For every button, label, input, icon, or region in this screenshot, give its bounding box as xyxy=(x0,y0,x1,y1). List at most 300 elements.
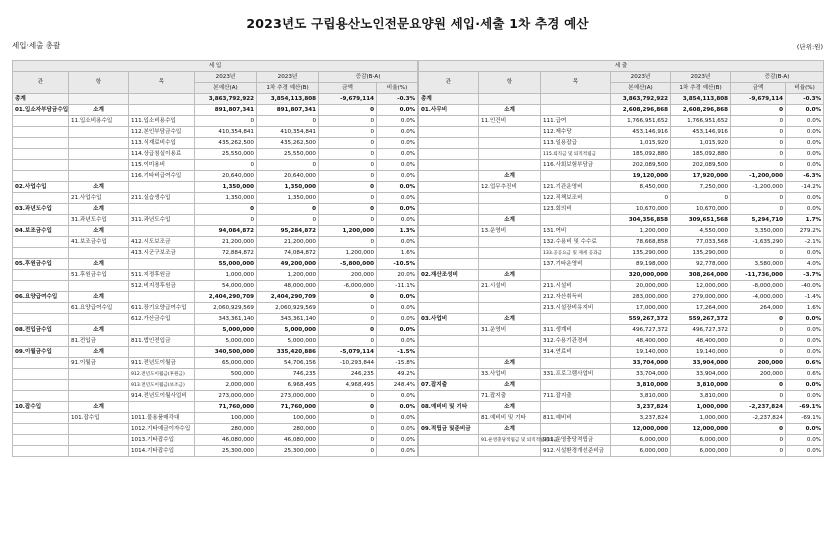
cell-diff-amount: 0 xyxy=(319,292,377,303)
cell-gwan xyxy=(419,369,479,380)
cell-hang: 71.잡지출 xyxy=(479,391,541,402)
cell-diff-rate: 0.0% xyxy=(377,215,418,226)
cell-hang: 81.전입금 xyxy=(69,336,129,347)
cell-budget-b: 20,640,000 xyxy=(257,171,319,182)
cell-mok: 113.식재료비수입 xyxy=(129,138,195,149)
cell-budget-a: 3,863,792,922 xyxy=(611,94,671,105)
revenue-table-wrap xyxy=(12,60,417,545)
cell-budget-b: 48,400,000 xyxy=(671,336,731,347)
cell-budget-b: 25,550,000 xyxy=(257,149,319,160)
cell-budget-b: 12,000,000 xyxy=(671,281,731,292)
cell-hang: 소계 xyxy=(479,105,541,116)
subtotal-row xyxy=(13,402,418,413)
cell-diff-amount: 0 xyxy=(731,380,786,391)
cell-budget-a: 2,000,000 xyxy=(195,380,257,391)
cell-diff-rate: -69.1% xyxy=(786,402,824,413)
cell-budget-a: 19,120,000 xyxy=(611,171,671,182)
cell-mok: 113.일용잡급 xyxy=(541,138,611,149)
cell-diff-rate: 0.0% xyxy=(786,435,824,446)
cell-diff-amount: -8,000,000 xyxy=(731,281,786,292)
cell-diff-amount: 0 xyxy=(319,303,377,314)
cell-mok: 914.전년도이월사업비 xyxy=(129,391,195,402)
cell-diff-rate: 0.0% xyxy=(377,237,418,248)
cell-gwan xyxy=(419,138,479,149)
cell-gwan xyxy=(13,116,69,127)
cell-diff-amount: -5,800,000 xyxy=(319,259,377,270)
cell-budget-a: 340,500,000 xyxy=(195,347,257,358)
cell-diff-amount: 0 xyxy=(319,138,377,149)
cell-budget-b: 3,854,113,808 xyxy=(257,94,319,105)
cell-mok xyxy=(541,402,611,413)
cell-budget-b: 10,670,000 xyxy=(671,204,731,215)
cell-gwan xyxy=(13,127,69,138)
cell-diff-rate: 0.0% xyxy=(377,149,418,160)
cell-gwan xyxy=(13,248,69,259)
cell-diff-rate: 0.0% xyxy=(377,446,418,457)
table-row xyxy=(13,215,418,226)
cell-diff-rate: 0.0% xyxy=(377,171,418,182)
table-row xyxy=(419,182,824,193)
cell-gwan: 03.사업비 xyxy=(419,314,479,325)
table-row xyxy=(13,281,418,292)
subtotal-row xyxy=(419,424,824,435)
cell-budget-b: 308,264,000 xyxy=(671,270,731,281)
cell-budget-b: 746,235 xyxy=(257,369,319,380)
cell-budget-a: 410,354,841 xyxy=(195,127,257,138)
cell-diff-rate: 0.0% xyxy=(786,116,824,127)
cell-budget-a: 5,000,000 xyxy=(195,336,257,347)
section-subtitle: 세입·세출 총괄 xyxy=(12,41,61,50)
cell-diff-amount: 200,000 xyxy=(731,358,786,369)
col-hang: 항 xyxy=(69,72,129,94)
cell-hang: 12.업무추진비 xyxy=(479,182,541,193)
cell-hang xyxy=(479,259,541,270)
cell-diff-amount: 0 xyxy=(731,248,786,259)
subtotal-row xyxy=(13,347,418,358)
cell-gwan xyxy=(419,358,479,369)
cell-budget-a: 6,000,000 xyxy=(611,435,671,446)
cell-budget-a: 135,290,000 xyxy=(611,248,671,259)
cell-diff-rate: -10.5% xyxy=(377,259,418,270)
cell-diff-rate: 0.0% xyxy=(377,391,418,402)
cell-diff-amount: 3,580,000 xyxy=(731,259,786,270)
col-rate: 비율(%) xyxy=(377,83,418,94)
table-row xyxy=(419,281,824,292)
cell-budget-a: 0 xyxy=(195,116,257,127)
cell-diff-amount: 0 xyxy=(731,314,786,325)
cell-gwan: 02.재산조성비 xyxy=(419,270,479,281)
table-row xyxy=(13,358,418,369)
cell-gwan: 10.잡수입 xyxy=(13,402,69,413)
cell-budget-b: 5,000,000 xyxy=(257,325,319,336)
cell-diff-rate: 0.0% xyxy=(786,193,824,204)
cell-budget-b: 0 xyxy=(257,204,319,215)
cell-mok: 112.본인부담금수입 xyxy=(129,127,195,138)
table-row xyxy=(419,292,824,303)
cell-gwan xyxy=(13,215,69,226)
cell-budget-a: 20,000,000 xyxy=(611,281,671,292)
cell-budget-b: 54,706,156 xyxy=(257,358,319,369)
cell-gwan: 총계 xyxy=(419,94,479,105)
cell-hang xyxy=(69,424,129,435)
cell-gwan xyxy=(419,336,479,347)
cell-budget-b: 2,608,296,868 xyxy=(671,105,731,116)
table-row xyxy=(419,116,824,127)
cell-diff-rate: 0.0% xyxy=(377,303,418,314)
cell-diff-rate: 0.6% xyxy=(786,358,824,369)
table-row xyxy=(419,303,824,314)
cell-diff-amount: 0 xyxy=(319,402,377,413)
cell-diff-amount: 0 xyxy=(319,160,377,171)
cell-diff-rate: -3.7% xyxy=(786,270,824,281)
cell-gwan xyxy=(13,446,69,457)
cell-diff-amount: -6,000,000 xyxy=(319,281,377,292)
cell-budget-b: 2,404,290,709 xyxy=(257,292,319,303)
cell-mok: 314.연료비 xyxy=(541,347,611,358)
cell-hang xyxy=(69,281,129,292)
cell-budget-b: 3,854,113,808 xyxy=(671,94,731,105)
cell-budget-a: 8,450,000 xyxy=(611,182,671,193)
subtotal-row xyxy=(419,270,824,281)
cell-diff-rate: 0.0% xyxy=(786,347,824,358)
cell-budget-a: 496,727,372 xyxy=(611,325,671,336)
cell-diff-rate: 0.0% xyxy=(786,138,824,149)
revenue-table xyxy=(12,60,418,457)
cell-budget-a: 343,361,140 xyxy=(195,314,257,325)
subtotal-row xyxy=(419,402,824,413)
cell-budget-a: 2,608,296,868 xyxy=(611,105,671,116)
cell-diff-rate: 248.4% xyxy=(377,380,418,391)
cell-diff-rate: 0.0% xyxy=(377,424,418,435)
table-row xyxy=(419,369,824,380)
cell-budget-a: 94,084,872 xyxy=(195,226,257,237)
cell-diff-rate: 0.0% xyxy=(377,402,418,413)
cell-diff-rate: -14.2% xyxy=(786,182,824,193)
cell-hang xyxy=(479,127,541,138)
cell-diff-amount: 0 xyxy=(731,138,786,149)
cell-mok xyxy=(541,105,611,116)
cell-hang: 13.운영비 xyxy=(479,226,541,237)
subtotal-row xyxy=(13,182,418,193)
cell-budget-b: 1,350,000 xyxy=(257,182,319,193)
cell-budget-b: 496,727,372 xyxy=(671,325,731,336)
cell-mok xyxy=(129,402,195,413)
table-row xyxy=(419,259,824,270)
cell-budget-b: 185,092,880 xyxy=(671,149,731,160)
cell-hang: 31.과년도수입 xyxy=(69,215,129,226)
cell-mok: 1012.기타예금이자수입 xyxy=(129,424,195,435)
cell-budget-a: 0 xyxy=(195,215,257,226)
col-mok: 목 xyxy=(129,72,195,94)
cell-mok: 611.장기요양급여수입 xyxy=(129,303,195,314)
cell-budget-b: 3,810,000 xyxy=(671,391,731,402)
cell-mok: 311.과년도수입 xyxy=(129,215,195,226)
cell-hang: 11.입소비용수입 xyxy=(69,116,129,127)
cell-mok: 211.실습생수입 xyxy=(129,193,195,204)
cell-gwan: 총계 xyxy=(13,94,69,105)
cell-hang: 소계 xyxy=(69,105,129,116)
cell-diff-amount: -11,736,000 xyxy=(731,270,786,281)
cell-diff-rate: -1.5% xyxy=(377,347,418,358)
cell-gwan xyxy=(419,292,479,303)
cell-diff-rate: -15.8% xyxy=(377,358,418,369)
cell-diff-rate: 279.2% xyxy=(786,226,824,237)
cell-mok: 131.여비 xyxy=(541,226,611,237)
subtotal-row xyxy=(13,292,418,303)
col-gwan: 관 xyxy=(419,72,479,94)
cell-budget-b: 343,361,140 xyxy=(257,314,319,325)
cell-budget-b: 6,968,495 xyxy=(257,380,319,391)
cell-diff-amount: 0 xyxy=(319,314,377,325)
cell-diff-amount: -9,679,114 xyxy=(319,94,377,105)
table-row xyxy=(419,127,824,138)
cell-budget-b: 891,807,341 xyxy=(257,105,319,116)
cell-mok: 112.제수당 xyxy=(541,127,611,138)
table-row xyxy=(13,270,418,281)
cell-budget-b: 17,264,000 xyxy=(671,303,731,314)
cell-hang xyxy=(479,292,541,303)
cell-mok: 913.전년도이월금(보조금) xyxy=(129,380,195,391)
cell-diff-rate: 0.0% xyxy=(377,292,418,303)
cell-mok: 132.수용비 및 수수료 xyxy=(541,237,611,248)
cell-hang: 소계 xyxy=(479,215,541,226)
cell-gwan xyxy=(419,215,479,226)
cell-budget-a: 1,766,951,652 xyxy=(611,116,671,127)
cell-budget-a: 0 xyxy=(195,204,257,215)
cell-diff-rate: 0.0% xyxy=(786,248,824,259)
cell-diff-rate: 1.6% xyxy=(786,303,824,314)
cell-hang xyxy=(69,435,129,446)
cell-diff-rate: 0.0% xyxy=(786,446,824,457)
cell-gwan xyxy=(13,193,69,204)
cell-hang xyxy=(479,160,541,171)
cell-gwan xyxy=(13,281,69,292)
cell-diff-amount: 0 xyxy=(731,391,786,402)
col-a-year: 2023년 xyxy=(611,72,671,83)
cell-hang: 21.시설비 xyxy=(479,281,541,292)
cell-diff-amount: 0 xyxy=(319,336,377,347)
cell-mok: 133.공공요금 및 제세 공과금 xyxy=(541,248,611,259)
cell-budget-a: 89,198,000 xyxy=(611,259,671,270)
table-row xyxy=(13,171,418,182)
cell-gwan xyxy=(13,391,69,402)
table-row xyxy=(13,446,418,457)
cell-budget-b: 0 xyxy=(257,215,319,226)
cell-mok: 612.가산금수입 xyxy=(129,314,195,325)
cell-diff-amount: -5,079,114 xyxy=(319,347,377,358)
cell-diff-amount: 0 xyxy=(319,149,377,160)
cell-diff-amount: 0 xyxy=(319,127,377,138)
subtotal-row xyxy=(419,358,824,369)
cell-hang: 11.인건비 xyxy=(479,116,541,127)
cell-diff-amount: 0 xyxy=(731,336,786,347)
cell-budget-b: 3,810,000 xyxy=(671,380,731,391)
cell-diff-rate: 0.0% xyxy=(786,325,824,336)
cell-diff-rate: 0.0% xyxy=(377,105,418,116)
cell-diff-amount: 0 xyxy=(319,391,377,402)
cell-budget-a: 435,262,500 xyxy=(195,138,257,149)
cell-diff-amount: 0 xyxy=(319,171,377,182)
cell-diff-amount: 0 xyxy=(731,347,786,358)
expense-table-wrap xyxy=(418,60,823,545)
col-b-year: 2023년 xyxy=(671,72,731,83)
cell-diff-amount: -2,237,824 xyxy=(731,413,786,424)
cell-diff-rate: 0.0% xyxy=(786,336,824,347)
cell-budget-a: 10,670,000 xyxy=(611,204,671,215)
cell-mok: 911.전년도이월금 xyxy=(129,358,195,369)
cell-budget-a: 2,404,290,709 xyxy=(195,292,257,303)
cell-budget-a: 46,080,000 xyxy=(195,435,257,446)
cell-mok: 115.퇴직금 및 퇴직적립금 xyxy=(541,149,611,160)
cell-diff-amount: 0 xyxy=(319,182,377,193)
cell-diff-rate: 49.2% xyxy=(377,369,418,380)
cell-hang xyxy=(69,380,129,391)
cell-hang: 소계 xyxy=(69,347,129,358)
cell-gwan xyxy=(13,369,69,380)
cell-budget-b: 33,904,000 xyxy=(671,369,731,380)
cell-budget-a: 3,810,000 xyxy=(611,380,671,391)
cell-mok: 123.회의비 xyxy=(541,204,611,215)
cell-hang xyxy=(69,127,129,138)
cell-gwan: 04.보조금수입 xyxy=(13,226,69,237)
col-b: 1차 추경 예산(B) xyxy=(257,83,319,94)
col-rate: 비율(%) xyxy=(786,83,824,94)
cell-gwan xyxy=(13,303,69,314)
cell-gwan xyxy=(419,160,479,171)
cell-hang xyxy=(69,94,129,105)
unit-label: (단위:원) xyxy=(796,43,823,51)
cell-gwan xyxy=(419,303,479,314)
cell-budget-a: 1,350,000 xyxy=(195,182,257,193)
cell-mok: 412.시도보조금 xyxy=(129,237,195,248)
cell-budget-a: 25,550,000 xyxy=(195,149,257,160)
cell-hang xyxy=(69,138,129,149)
subtotal-row xyxy=(13,325,418,336)
table-row xyxy=(419,347,824,358)
cell-mok: 211.시설비 xyxy=(541,281,611,292)
cell-budget-b: 1,350,000 xyxy=(257,193,319,204)
table-row xyxy=(419,237,824,248)
cell-budget-a: 1,350,000 xyxy=(195,193,257,204)
cell-gwan xyxy=(419,248,479,259)
cell-budget-b: 1,000,000 xyxy=(671,413,731,424)
cell-budget-b: 559,267,372 xyxy=(671,314,731,325)
cell-budget-a: 3,237,824 xyxy=(611,413,671,424)
cell-hang xyxy=(69,369,129,380)
cell-gwan: 03.과년도수입 xyxy=(13,204,69,215)
cell-budget-a: 71,760,000 xyxy=(195,402,257,413)
cell-mok xyxy=(541,314,611,325)
cell-mok: 811.예비비 xyxy=(541,413,611,424)
cell-budget-a: 1,000,000 xyxy=(195,270,257,281)
cell-mok: 114.상급침실이용료 xyxy=(129,149,195,160)
cell-budget-a: 280,000 xyxy=(195,424,257,435)
cell-gwan xyxy=(13,171,69,182)
cell-diff-rate: 20.0% xyxy=(377,270,418,281)
table-row xyxy=(419,193,824,204)
cell-diff-amount: 1,200,000 xyxy=(319,226,377,237)
cell-gwan xyxy=(419,171,479,182)
cell-diff-amount: 4,968,495 xyxy=(319,380,377,391)
cell-budget-a: 3,237,824 xyxy=(611,402,671,413)
cell-budget-b: 410,354,841 xyxy=(257,127,319,138)
cell-budget-a: 78,668,858 xyxy=(611,237,671,248)
cell-mok xyxy=(129,325,195,336)
table-row xyxy=(419,336,824,347)
table-row xyxy=(13,193,418,204)
cell-hang: 소계 xyxy=(479,424,541,435)
cell-budget-a: 273,000,000 xyxy=(195,391,257,402)
cell-mok: 312.수용기관경비 xyxy=(541,336,611,347)
cell-budget-b: 46,080,000 xyxy=(257,435,319,446)
cell-gwan xyxy=(13,336,69,347)
cell-mok: 413.시군구보조금 xyxy=(129,248,195,259)
table-row xyxy=(13,116,418,127)
revenue-rows xyxy=(13,94,418,457)
cell-budget-b: 273,000,000 xyxy=(257,391,319,402)
cell-budget-b: 71,760,000 xyxy=(257,402,319,413)
cell-mok: 811.법인전입금 xyxy=(129,336,195,347)
cell-gwan: 05.후원금수입 xyxy=(13,259,69,270)
cell-budget-a: 100,000 xyxy=(195,413,257,424)
cell-budget-a: 33,704,000 xyxy=(611,358,671,369)
cell-diff-amount: 200,000 xyxy=(731,369,786,380)
cell-budget-b: 6,000,000 xyxy=(671,435,731,446)
cell-mok: 116.기타비급여수입 xyxy=(129,171,195,182)
cell-diff-rate: -1.4% xyxy=(786,292,824,303)
cell-gwan xyxy=(13,138,69,149)
cell-budget-b: 100,000 xyxy=(257,413,319,424)
cell-hang: 소계 xyxy=(479,402,541,413)
cell-gwan xyxy=(419,391,479,402)
cell-gwan xyxy=(419,127,479,138)
cell-diff-rate: 1.7% xyxy=(786,215,824,226)
cell-hang: 41.보조금수입 xyxy=(69,237,129,248)
cell-mok xyxy=(541,171,611,182)
table-row xyxy=(419,325,824,336)
cell-mok xyxy=(129,204,195,215)
cell-diff-rate: 0.0% xyxy=(377,435,418,446)
cell-hang: 소계 xyxy=(479,314,541,325)
table-row xyxy=(13,413,418,424)
table-row xyxy=(13,391,418,402)
cell-gwan xyxy=(13,160,69,171)
cell-diff-amount: 0 xyxy=(731,435,786,446)
revenue-section-header: 세 입 xyxy=(13,61,418,72)
cell-budget-b: 335,420,886 xyxy=(257,347,319,358)
cell-gwan xyxy=(13,413,69,424)
subtotal-row xyxy=(419,314,824,325)
cell-mok: 311.생계비 xyxy=(541,325,611,336)
cell-mok: 331.프로그램사업비 xyxy=(541,369,611,380)
cell-diff-rate: -2.1% xyxy=(786,237,824,248)
cell-budget-b: 19,140,000 xyxy=(671,347,731,358)
table-row xyxy=(419,226,824,237)
cell-hang xyxy=(69,314,129,325)
cell-diff-amount: -4,000,000 xyxy=(731,292,786,303)
cell-hang: 101.잡수입 xyxy=(69,413,129,424)
cell-gwan xyxy=(13,358,69,369)
cell-gwan xyxy=(13,435,69,446)
cell-diff-amount: -1,200,000 xyxy=(731,182,786,193)
col-amount: 금액 xyxy=(731,83,786,94)
cell-hang: 소계 xyxy=(69,292,129,303)
cell-mok: 111.급여 xyxy=(541,116,611,127)
cell-hang xyxy=(479,446,541,457)
cell-diff-rate: 0.0% xyxy=(786,127,824,138)
cell-budget-a: 891,807,341 xyxy=(195,105,257,116)
cell-gwan: 09.적립금 및준비금 xyxy=(419,424,479,435)
